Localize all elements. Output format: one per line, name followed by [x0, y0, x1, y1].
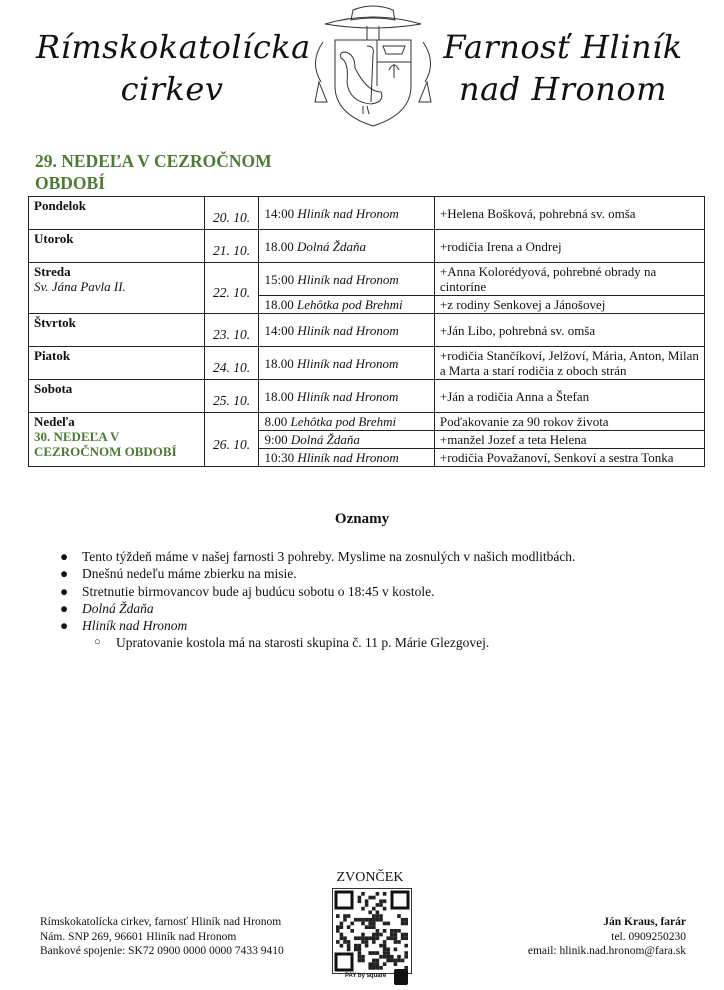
header-left-line2: cirkev — [120, 70, 224, 108]
qr-module — [361, 933, 365, 937]
mass-place: Hliník nad Hronom — [297, 205, 399, 221]
qr-module — [368, 896, 372, 900]
header-right-line2: nad Hronom — [458, 70, 668, 108]
qr-module — [347, 914, 351, 918]
qr-module — [394, 959, 398, 963]
mass-place: Hliník nad Hronom — [297, 271, 399, 287]
qr-module — [379, 903, 383, 907]
mass-place: Dolná Ždaňa — [290, 432, 360, 447]
qr-module — [372, 951, 376, 955]
time-cell — [259, 449, 434, 467]
qr-module — [383, 955, 387, 959]
qr-module — [368, 962, 372, 966]
bullet-icon: ● — [60, 600, 69, 616]
time-cell — [259, 347, 434, 380]
qr-module — [347, 948, 351, 952]
qr-module — [347, 940, 351, 944]
day-cell — [29, 314, 205, 347]
qr-module — [347, 925, 351, 929]
qr-module — [358, 955, 362, 959]
announcement-subitem — [60, 634, 575, 651]
qr-module — [340, 933, 344, 937]
qr-module — [361, 907, 365, 911]
time-cell — [259, 314, 434, 347]
time-cell — [259, 431, 434, 449]
qr-module — [379, 899, 383, 903]
day-name: Sobota — [34, 381, 73, 396]
intention-cell: +Helena Bošková, pohrebná sv. omša — [434, 197, 704, 230]
qr-module — [386, 922, 390, 926]
day-cell — [29, 230, 205, 263]
qr-module — [397, 929, 401, 933]
qr-module — [376, 936, 380, 940]
intention-cell: +Ján a rodičia Anna a Štefan — [434, 380, 704, 413]
qr-module — [372, 907, 376, 911]
qr-module — [404, 933, 408, 937]
qr-module — [336, 925, 340, 929]
day-cell — [29, 263, 205, 314]
qr-module — [386, 951, 390, 955]
schedule-row — [29, 347, 705, 380]
qr-module — [379, 918, 383, 922]
qr-module — [340, 925, 344, 929]
qr-module — [358, 896, 362, 900]
intention-cell: +rodičia Irena a Ondrej — [434, 230, 704, 263]
mass-time: 14:00 — [264, 322, 295, 338]
schedule-row — [29, 314, 705, 347]
time-cell — [259, 263, 434, 296]
qr-module — [358, 918, 362, 922]
mass-time: 18.00 — [264, 238, 294, 254]
day-name: Utorok — [34, 231, 74, 246]
day-cell — [29, 413, 205, 467]
qr-module — [354, 918, 358, 922]
qr-module — [340, 936, 344, 940]
day-name: Piatok — [34, 348, 71, 363]
qr-module — [404, 944, 408, 948]
mass-time: 18.00 — [264, 297, 294, 312]
qr-module — [383, 907, 387, 911]
qr-module — [383, 922, 387, 926]
qr-module — [401, 933, 405, 937]
qr-module — [376, 966, 380, 970]
qr-module — [397, 940, 401, 944]
day-name: Streda — [34, 264, 71, 279]
qr-module — [358, 948, 362, 952]
pay-by-square-label: PAY by square — [345, 973, 387, 979]
qr-module — [376, 892, 380, 896]
qr-module — [404, 936, 408, 940]
qr-module — [350, 929, 354, 933]
mass-time: 18.00 — [264, 355, 294, 371]
qr-module — [386, 955, 390, 959]
qr-module — [394, 962, 398, 966]
day-name: Nedeľa — [34, 414, 75, 429]
bullet-icon: ● — [60, 549, 69, 564]
intention-cell: Poďakovanie za 90 rokov života — [434, 413, 704, 431]
qr-module — [354, 936, 358, 940]
qr-module — [383, 929, 387, 933]
schedule-row — [29, 380, 705, 413]
header-left-title — [36, 26, 311, 110]
schedule-row — [29, 263, 705, 296]
qr-module — [401, 922, 405, 926]
announcement-subtext: Upratovanie kostola má na starosti skupina č. 11 p. Márie Glezgovej. — [116, 635, 490, 651]
intention-cell: +z rodiny Senkovej a Jánošovej — [434, 296, 704, 314]
qr-module — [343, 918, 347, 922]
time-cell — [259, 380, 434, 413]
footer-address: Nám. SNP 269, 96601 Hliník nad Hronom — [40, 930, 237, 943]
qr-code-icon[interactable] — [332, 888, 412, 974]
mass-place: Hliník nad Hronom — [296, 355, 399, 371]
qr-module — [379, 944, 383, 948]
date-cell: 26. 10. — [204, 413, 259, 467]
qr-module — [361, 936, 365, 940]
qr-module — [376, 951, 380, 955]
announcement-text: Dnešnú nedeľu máme zbierku na misie. — [82, 566, 297, 582]
time-cell — [259, 413, 434, 431]
qr-module — [361, 959, 365, 963]
qr-module — [376, 914, 380, 918]
intention-cell: +Anna Kolorédyová, pohrebné obrady na cintoríne — [434, 263, 704, 296]
qr-module — [368, 936, 372, 940]
intention-cell: +rodičia Stančíkoví, Jelžoví, Mária, Anton, Milan a Marta a starí rodičia z oboch strán — [434, 347, 704, 380]
announcement-item — [60, 565, 575, 582]
qr-module — [358, 899, 362, 903]
qr-module — [376, 911, 380, 915]
date-cell: 23. 10. — [204, 314, 259, 347]
qr-module — [379, 955, 383, 959]
qr-module — [379, 914, 383, 918]
mass-place: Hliník nad Hronom — [296, 388, 399, 404]
qr-module — [372, 940, 376, 944]
intention-cell: +manžel Jozef a teta Helena — [434, 431, 704, 449]
header-right-title — [438, 26, 688, 110]
circle-bullet-icon: ○ — [94, 636, 101, 649]
coat-of-arms-icon — [305, 2, 441, 128]
announcement-text: Stretnutie birmovancov bude aj budúcu sobotu o 18:45 v kostole. — [82, 583, 435, 599]
qr-module — [401, 959, 405, 963]
qr-module — [372, 959, 376, 963]
qr-module — [365, 925, 369, 929]
date-cell: 21. 10. — [204, 230, 259, 263]
qr-module — [368, 966, 372, 970]
qr-module — [372, 936, 376, 940]
qr-module — [383, 892, 387, 896]
qr-module — [365, 940, 369, 944]
qr-module — [365, 936, 369, 940]
qr-module — [354, 944, 358, 948]
qr-module — [390, 929, 394, 933]
mass-schedule-table — [28, 196, 705, 467]
footer-priest: Ján Kraus, farár — [603, 916, 686, 928]
qr-module — [404, 922, 408, 926]
pay-by-square-icon — [394, 969, 408, 985]
week-title: 29. NEDEĽA V CEZROČNOM OBDOBÍ — [35, 151, 272, 193]
qr-module — [401, 936, 405, 940]
qr-module — [383, 948, 387, 952]
qr-module — [365, 944, 369, 948]
qr-module — [376, 918, 380, 922]
announcements-list — [60, 548, 575, 652]
qr-module — [404, 918, 408, 922]
qr-module — [372, 966, 376, 970]
qr-module — [343, 914, 347, 918]
qr-module — [376, 962, 380, 966]
mass-place: Hliník nad Hronom — [297, 322, 399, 338]
qr-module — [368, 922, 372, 926]
footer-left — [40, 915, 284, 959]
announcement-item — [60, 617, 575, 634]
mass-time: 8.00 — [264, 414, 288, 429]
qr-module — [336, 940, 340, 944]
qr-module — [390, 933, 394, 937]
time-cell — [259, 296, 434, 314]
qr-module — [372, 933, 376, 937]
qr-module — [372, 922, 376, 926]
qr-module — [358, 951, 362, 955]
qr-module — [390, 959, 394, 963]
qr-module — [372, 962, 376, 966]
mass-time: 10:30 — [264, 450, 295, 465]
bullet-icon: ● — [60, 583, 69, 599]
qr-module — [386, 936, 390, 940]
qr-module — [358, 936, 362, 940]
mass-time: 14:00 — [264, 205, 295, 221]
qr-module — [383, 944, 387, 948]
qr-module — [376, 933, 380, 937]
mass-place: Lehôtka pod Brehmi — [290, 414, 397, 429]
date-cell: 25. 10. — [204, 380, 259, 413]
footer-bank: Bankové spojenie: SK72 0900 0000 0000 7433 9410 — [40, 945, 284, 957]
announcement-item — [60, 583, 575, 600]
announcement-text: Hliník nad Hronom — [82, 618, 188, 634]
qr-module — [358, 959, 362, 963]
qr-module — [376, 903, 380, 907]
qr-module — [361, 940, 365, 944]
qr-module — [394, 933, 398, 937]
qr-module — [343, 940, 347, 944]
qr-module — [368, 925, 372, 929]
qr-module — [379, 933, 383, 937]
qr-module — [376, 959, 380, 963]
qr-module — [365, 899, 369, 903]
qr-module — [390, 955, 394, 959]
qr-module — [372, 925, 376, 929]
schedule-row — [29, 413, 705, 431]
qr-module — [397, 959, 401, 963]
qr-module — [404, 951, 408, 955]
qr-module — [336, 914, 340, 918]
qr-module — [368, 911, 372, 915]
footer-org: Rímskokatolícka cirkev, farnosť Hliník nad Hronom — [40, 916, 282, 928]
date-cell: 24. 10. — [204, 347, 259, 380]
qr-module — [386, 948, 390, 952]
time-cell — [259, 197, 434, 230]
qr-module — [372, 914, 376, 918]
qr-module — [361, 922, 365, 926]
qr-title: ZVONČEK — [336, 870, 404, 885]
footer-email[interactable]: email: hlinik.nad.hronom@fara.sk — [527, 945, 686, 957]
qr-module — [350, 922, 354, 926]
day-name: Pondelok — [34, 198, 87, 213]
intention-cell: +rodičia Považanoví, Senkoví a sestra Tonka — [434, 449, 704, 467]
qr-module — [368, 918, 372, 922]
qr-module — [347, 944, 351, 948]
header-left-line1: Rímskokatolícka — [36, 28, 311, 66]
qr-module — [394, 929, 398, 933]
footer-right — [528, 915, 686, 959]
mass-place: Hliník nad Hronom — [297, 450, 399, 465]
qr-module — [365, 903, 369, 907]
qr-module — [383, 962, 387, 966]
qr-module — [383, 940, 387, 944]
qr-module — [372, 896, 376, 900]
qr-module — [376, 929, 380, 933]
announcements-title: Oznamy — [334, 511, 390, 527]
mass-time: 9:00 — [264, 432, 288, 447]
qr-module — [340, 944, 344, 948]
qr-module — [368, 951, 372, 955]
qr-module — [397, 955, 401, 959]
footer-phone: tel. 0909250230 — [611, 930, 686, 943]
feast-name: Sv. Jána Pavla II. — [34, 279, 126, 294]
qr-module — [386, 959, 390, 963]
qr-module — [401, 918, 405, 922]
qr-module — [365, 918, 369, 922]
qr-module — [397, 914, 401, 918]
qr-module — [336, 929, 340, 933]
mass-time: 15:00 — [264, 271, 295, 287]
qr-module — [394, 948, 398, 952]
qr-module — [390, 936, 394, 940]
announcement-text: Dolná Ždaňa — [82, 600, 154, 616]
announcement-item — [60, 548, 575, 565]
qr-module — [340, 922, 344, 926]
day-cell — [29, 197, 205, 230]
qr-module — [383, 899, 387, 903]
qr-module — [372, 918, 376, 922]
qr-module — [361, 892, 365, 896]
date-cell: 20. 10. — [204, 197, 259, 230]
qr-module — [358, 944, 362, 948]
header-right-line1: Farnosť Hliník — [443, 28, 683, 66]
mass-place: Dolná Ždaňa — [296, 238, 366, 254]
qr-module — [361, 955, 365, 959]
bullet-icon: ● — [60, 566, 69, 582]
date-cell: 22. 10. — [204, 263, 259, 314]
bullet-icon: ● — [60, 618, 69, 634]
day-name: Štvrtok — [34, 315, 76, 330]
qr-module — [379, 966, 383, 970]
qr-module — [354, 948, 358, 952]
schedule-row — [29, 197, 705, 230]
day-cell — [29, 347, 205, 380]
time-cell — [259, 230, 434, 263]
qr-module — [361, 918, 365, 922]
schedule-row — [29, 230, 705, 263]
feast-name: 30. NEDEĽA V CEZROČNOM OBDOBÍ — [34, 429, 177, 459]
mass-place: Lehôtka pod Brehmi — [296, 297, 403, 312]
announcement-item — [60, 600, 575, 617]
qr-module — [394, 936, 398, 940]
qr-module — [404, 955, 408, 959]
qr-module — [343, 936, 347, 940]
intention-cell: +Ján Libo, pohrebná sv. omša — [434, 314, 704, 347]
mass-time: 18.00 — [264, 388, 294, 404]
qr-module — [383, 951, 387, 955]
day-cell — [29, 380, 205, 413]
qr-module — [394, 940, 398, 944]
announcement-text: Tento týždeň máme v našej farnosti 3 pohreby. Myslime na zosnulých v našich modlitbách. — [82, 549, 576, 564]
